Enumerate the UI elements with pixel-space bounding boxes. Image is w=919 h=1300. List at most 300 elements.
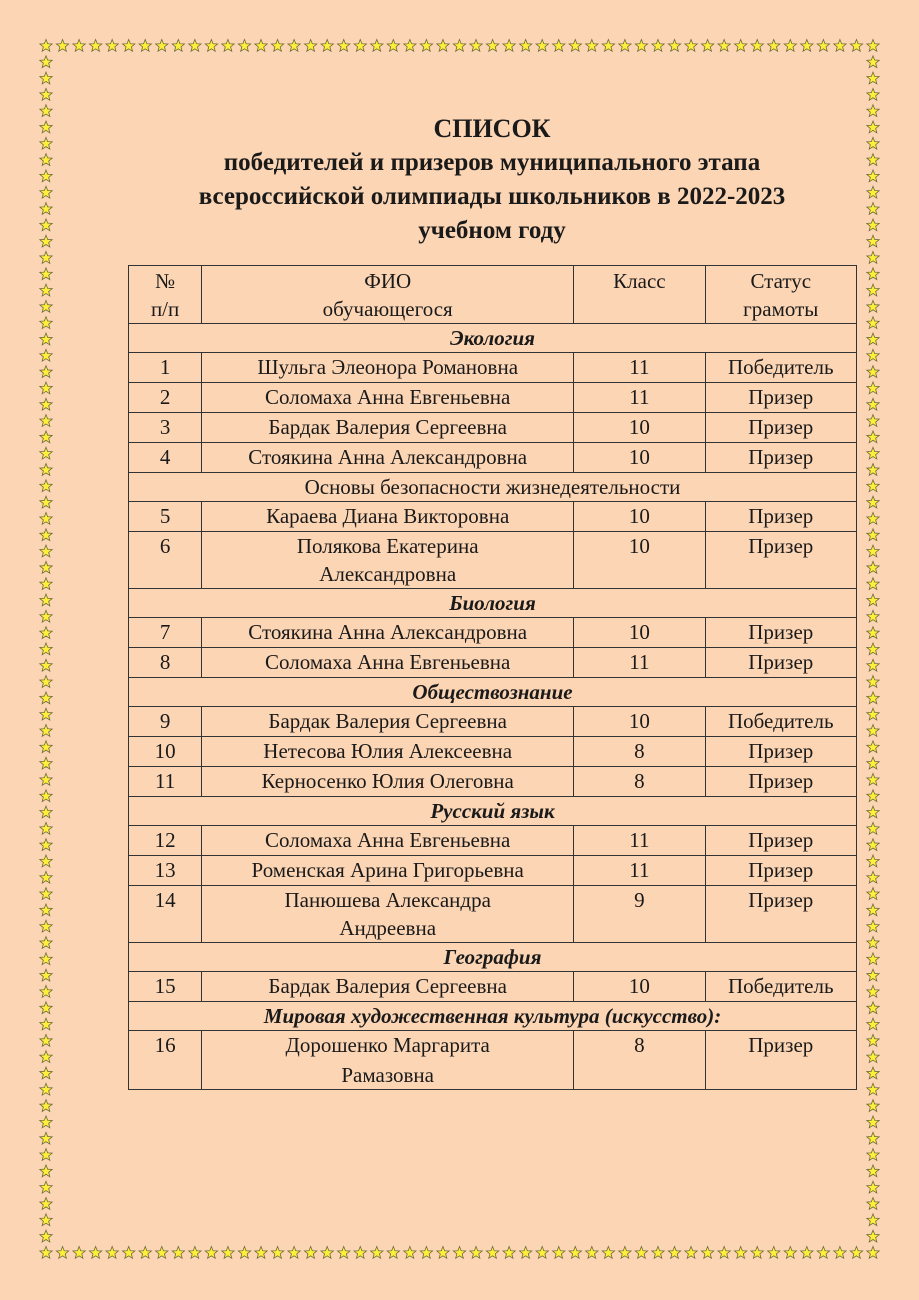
star-icon [288,1247,300,1259]
subject-row [129,797,857,826]
star-icon [850,1247,862,1259]
row-name-line1: Дорошенко Маргарита [285,1033,490,1057]
star-icon [834,1247,846,1259]
star-icon [867,1067,879,1079]
star-icon [784,1247,796,1259]
row-class: 11 [574,648,705,678]
header-class-label: Класс [613,269,666,293]
star-icon [801,40,813,52]
header-name [202,266,574,324]
row-name: Бардак Валерия Сергеевна [202,413,574,443]
row-class: 9 [574,886,705,943]
row-status: Победитель [705,353,856,383]
star-icon [89,1247,101,1259]
row-status: Призер [705,413,856,443]
star-icon [470,40,482,52]
star-icon [40,431,52,443]
star-icon [784,40,796,52]
table-row [129,618,857,648]
star-icon [867,252,879,264]
star-icon [437,1247,449,1259]
table-row [129,886,857,943]
table-header-row [129,266,857,324]
star-icon [768,40,780,52]
star-icon [867,741,879,753]
row-status: Призер [705,1031,856,1090]
subject-row [129,324,857,353]
star-icon [867,708,879,720]
star-icon [453,40,465,52]
star-icon [718,40,730,52]
star-icon [867,839,879,851]
star-icon [40,627,52,639]
star-icon [156,40,168,52]
page-subtitle-line3: учебном году [418,217,566,244]
star-icon [123,40,135,52]
row-num: 7 [129,618,202,648]
star-icon [867,398,879,410]
star-icon [867,464,879,476]
star-icon [40,252,52,264]
row-status: Призер [705,826,856,856]
star-icon [867,822,879,834]
row-name [202,1031,574,1090]
star-icon [867,333,879,345]
star-icon [371,40,383,52]
star-icon [73,1247,85,1259]
table-row [129,502,857,532]
row-name-line2: Рамазовна [341,1063,434,1087]
header-num-line2: п/п [150,297,180,321]
star-icon [867,725,879,737]
star-icon [817,40,829,52]
star-icon [40,349,52,361]
star-icon [867,1247,879,1259]
star-icon [486,40,498,52]
row-status: Призер [705,767,856,797]
star-icon [40,40,52,52]
row-status: Призер [705,383,856,413]
row-name [202,886,574,943]
star-icon [40,1132,52,1144]
star-icon [255,40,267,52]
table-row [129,1031,857,1090]
star-icon [635,40,647,52]
star-icon [40,937,52,949]
star-icon [867,366,879,378]
star-icon [40,790,52,802]
star-icon [40,333,52,345]
star-icon [321,1247,333,1259]
star-icon [718,1247,730,1259]
star-icon [437,40,449,52]
star-icon [867,806,879,818]
star-icon [73,40,85,52]
row-status: Призер [705,502,856,532]
table-row [129,413,857,443]
row-num: 14 [129,886,202,943]
star-icon [371,1247,383,1259]
row-name: Бардак Валерия Сергеевна [202,707,574,737]
star-icon [867,545,879,557]
row-class: 10 [574,413,705,443]
table-row [129,856,857,886]
star-icon [40,1230,52,1242]
row-status: Призер [705,618,856,648]
star-icon [387,1247,399,1259]
row-class: 11 [574,353,705,383]
row-status: Призер [705,443,856,473]
star-icon [867,1132,879,1144]
star-icon [338,1247,350,1259]
row-class: 10 [574,532,705,589]
row-num: 12 [129,826,202,856]
star-icon [40,1002,52,1014]
star-icon [867,937,879,949]
star-icon [40,382,52,394]
row-class: 11 [574,826,705,856]
row-class: 10 [574,443,705,473]
star-icon [40,88,52,100]
subject-label: Основы безопасности жизнедеятельности [129,473,857,502]
star-icon [40,1149,52,1161]
star-icon [40,741,52,753]
row-name: Соломаха Анна Евгеньевна [202,826,574,856]
star-icon [569,40,581,52]
row-num: 6 [129,532,202,589]
star-icon [867,594,879,606]
star-icon [751,1247,763,1259]
row-num: 4 [129,443,202,473]
star-icon [569,1247,581,1259]
star-icon [867,888,879,900]
star-icon [40,888,52,900]
row-num: 1 [129,353,202,383]
star-icon [40,692,52,704]
star-icon [40,415,52,427]
star-icon [40,1083,52,1095]
star-icon [867,72,879,84]
star-icon [338,40,350,52]
page-subtitle-line2: всероссийской олимпиады школьников в 2022-2023 [198,183,786,210]
star-icon [619,1247,631,1259]
star-icon [172,40,184,52]
header-num-line1: № [155,269,176,293]
star-icon [271,40,283,52]
star-icon [801,1247,813,1259]
star-icon [56,40,68,52]
star-icon [40,1214,52,1226]
subject-label: Мировая художественная культура (искусство): [129,1002,857,1031]
star-icon [834,40,846,52]
page-title: СПИСОК [433,114,551,143]
row-status: Призер [705,532,856,589]
star-icon [40,1247,52,1259]
table-row [129,707,857,737]
star-icon [867,40,879,52]
star-icon [189,40,201,52]
row-name: Роменская Арина Григорьевна [202,856,574,886]
star-icon [40,953,52,965]
star-icon [867,447,879,459]
star-icon [40,708,52,720]
star-icon [40,1165,52,1177]
star-icon [238,40,250,52]
table-row [129,353,857,383]
star-icon [40,855,52,867]
star-icon [867,88,879,100]
star-icon [867,1100,879,1112]
star-icon [586,40,598,52]
star-icon [139,40,151,52]
star-icon [156,1247,168,1259]
row-class: 8 [574,767,705,797]
star-icon [867,300,879,312]
star-icon [40,920,52,932]
star-icon [40,317,52,329]
star-icon [40,513,52,525]
star-icon [453,1247,465,1259]
star-icon [668,40,680,52]
star-icon [867,692,879,704]
star-icon [40,839,52,851]
row-num: 5 [129,502,202,532]
star-icon [536,1247,548,1259]
row-name: Караева Диана Викторовна [202,502,574,532]
row-name-line1: Панюшева Александра [284,888,491,912]
star-icon [40,773,52,785]
star-icon [503,40,515,52]
star-icon [867,904,879,916]
star-icon [40,676,52,688]
star-icon [867,920,879,932]
star-icon [619,40,631,52]
row-status: Победитель [705,707,856,737]
table-row [129,972,857,1002]
star-icon [867,415,879,427]
row-class: 11 [574,383,705,413]
row-class: 10 [574,618,705,648]
subject-label: Экология [129,324,857,353]
title-block [0,112,919,248]
star-icon [685,1247,697,1259]
star-icon [420,1247,432,1259]
subject-row [129,943,857,972]
row-name: Стоякина Анна Александровна [202,443,574,473]
star-icon [867,627,879,639]
star-icon [867,659,879,671]
star-icon [867,1214,879,1226]
star-icon [40,610,52,622]
row-status: Призер [705,737,856,767]
star-icon [867,496,879,508]
header-class [574,266,705,324]
star-icon [40,822,52,834]
star-icon [40,56,52,68]
star-icon [519,1247,531,1259]
star-icon [867,382,879,394]
star-icon [40,1198,52,1210]
row-class: 10 [574,707,705,737]
row-class: 8 [574,1031,705,1090]
star-icon [106,40,118,52]
row-class: 11 [574,856,705,886]
star-icon [40,643,52,655]
star-icon [40,1100,52,1112]
star-icon [701,40,713,52]
row-status: Победитель [705,972,856,1002]
row-name-line1: Полякова Екатерина [296,534,479,558]
star-icon [867,513,879,525]
star-icon [867,317,879,329]
star-icon [304,40,316,52]
row-class: 10 [574,972,705,1002]
star-icon [40,545,52,557]
row-num: 10 [129,737,202,767]
table-row [129,383,857,413]
header-name-line2: обучающегося [322,297,453,321]
star-icon [56,1247,68,1259]
star-icon [867,1198,879,1210]
star-icon [40,1018,52,1030]
star-icon [867,1116,879,1128]
table-row [129,826,857,856]
star-icon [470,1247,482,1259]
star-icon [40,561,52,573]
star-icon [40,1181,52,1193]
results-table [128,265,857,1090]
star-icon [40,1067,52,1079]
star-icon [40,871,52,883]
table-row [129,443,857,473]
star-icon [867,953,879,965]
star-icon [89,40,101,52]
page-subtitle-line1: победителей и призеров муниципального этапа [223,149,761,176]
row-num: 13 [129,856,202,886]
star-icon [867,56,879,68]
star-icon [288,40,300,52]
star-icon [867,1181,879,1193]
star-icon [387,40,399,52]
row-num: 3 [129,413,202,443]
star-icon [867,790,879,802]
star-icon [867,757,879,769]
star-icon [503,1247,515,1259]
star-icon [40,268,52,280]
star-icon [40,578,52,590]
row-class: 8 [574,737,705,767]
row-name [202,532,574,589]
row-class: 10 [574,502,705,532]
star-icon [867,676,879,688]
star-icon [867,1083,879,1095]
star-icon [867,1051,879,1063]
star-icon [751,40,763,52]
star-icon [222,40,234,52]
star-icon [420,40,432,52]
star-icon [586,1247,598,1259]
star-icon [867,1018,879,1030]
row-name-line2: Александровна [319,562,457,586]
row-name: Бардак Валерия Сергеевна [202,972,574,1002]
star-icon [205,40,217,52]
table-row [129,532,857,589]
star-icon [867,969,879,981]
subject-row [129,473,857,502]
star-icon [850,40,862,52]
star-icon [701,1247,713,1259]
star-icon [553,1247,565,1259]
star-icon [652,40,664,52]
star-icon [189,1247,201,1259]
star-icon [40,529,52,541]
star-icon [40,1051,52,1063]
subject-label: География [129,943,857,972]
star-icon [867,773,879,785]
star-icon [139,1247,151,1259]
header-status-line2: грамоты [743,297,819,321]
star-icon [404,40,416,52]
star-icon [255,1247,267,1259]
subject-label: Русский язык [129,797,857,826]
star-icon [40,284,52,296]
star-icon [40,496,52,508]
row-num: 16 [129,1031,202,1090]
subject-row [129,589,857,618]
row-status: Призер [705,886,856,943]
row-status: Призер [705,856,856,886]
star-icon [817,1247,829,1259]
star-icon [867,855,879,867]
subject-row [129,1002,857,1031]
table-row [129,767,857,797]
star-icon [635,1247,647,1259]
star-icon [238,1247,250,1259]
row-name-line2: Андреевна [339,916,437,940]
star-icon [602,40,614,52]
table-row [129,648,857,678]
row-status: Призер [705,648,856,678]
row-name: Шульга Элеонора Романовна [202,353,574,383]
star-icon [652,1247,664,1259]
star-icon [123,1247,135,1259]
row-name: Стоякина Анна Александровна [202,618,574,648]
star-icon [735,40,747,52]
star-icon [40,969,52,981]
star-icon [40,806,52,818]
row-num: 15 [129,972,202,1002]
star-icon [867,1165,879,1177]
row-name: Соломаха Анна Евгеньевна [202,648,574,678]
header-name-line1: ФИО [364,269,412,293]
star-icon [519,40,531,52]
star-icon [867,1230,879,1242]
star-icon [40,757,52,769]
row-num: 8 [129,648,202,678]
star-icon [668,1247,680,1259]
star-icon [40,300,52,312]
row-name: Нетесова Юлия Алексеевна [202,737,574,767]
star-icon [40,480,52,492]
star-icon [867,643,879,655]
row-name: Керносенко Юлия Олеговна [202,767,574,797]
star-icon [354,1247,366,1259]
star-icon [536,40,548,52]
star-icon [40,594,52,606]
star-icon [685,40,697,52]
star-icon [304,1247,316,1259]
header-num [129,266,202,324]
